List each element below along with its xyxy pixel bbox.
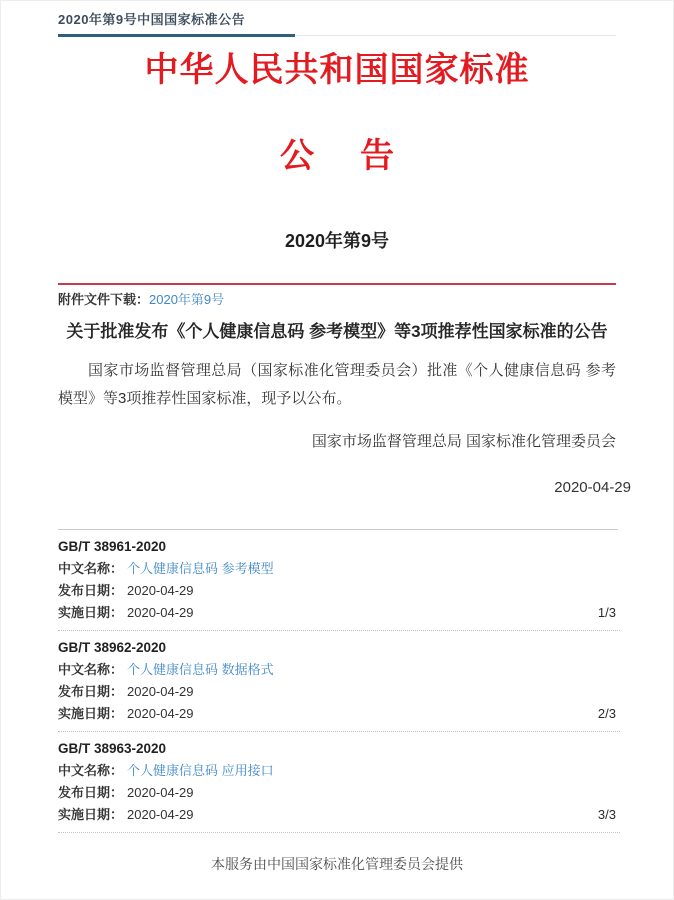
page-header-title: 2020年第9号中国国家标准公告 [58,12,246,27]
publish-date-label: 发布日期： [58,785,124,800]
dotted-divider [58,630,620,631]
page-indicator: 2/3 [597,706,616,721]
masthead-title: 中华人民共和国国家标准 [144,51,530,89]
standard-name-row [58,764,616,778]
standards-list [58,529,616,833]
chinese-name-label: 中文名称： [58,763,124,778]
publish-date-row [58,584,616,598]
chinese-name-label: 中文名称： [58,561,124,576]
dotted-divider [58,832,620,833]
implement-date-row [58,606,616,620]
notice-body: 国家市场监督管理总局（国家标准化管理委员会）批准《个人健康信息码 参考模型》等3项推荐性国家标准，现予以公布。 [58,362,616,407]
standard-code: GB/T 38963-2020 [58,741,167,756]
issuing-authority-signature: 国家市场监督管理总局 国家标准化管理委员会 [311,433,616,450]
standard-name-link[interactable]: 个人健康信息码 应用接口 [127,763,274,778]
page-indicator: 1/3 [597,605,616,620]
publish-date-row [58,685,616,699]
notice-date: 2020-04-29 [554,479,631,496]
masthead-subtitle [58,136,616,176]
publish-date-value: 2020-04-29 [127,583,194,598]
service-provider-footer: 本服务由中国国家标准化管理委员会提供 [211,856,463,872]
attachment-download-link[interactable]: 2020年第9号 [149,292,225,307]
standard-entry [58,641,616,732]
dotted-divider [58,731,620,732]
standard-name-row [58,663,616,677]
standard-name-link[interactable]: 个人健康信息码 数据格式 [127,662,274,677]
implement-date-row [58,707,616,721]
header-divider-light-segment [295,35,616,36]
attachment-download-row [58,291,616,309]
publish-date-value: 2020-04-29 [127,785,194,800]
page-indicator: 3/3 [597,807,616,822]
header-divider-dark-segment [58,34,295,37]
page-header [58,0,616,37]
implement-date-label: 实施日期： [58,605,124,620]
header-divider [58,34,616,37]
list-top-divider [58,529,618,530]
standard-code: GB/T 38962-2020 [58,640,167,655]
implement-date-value: 2020-04-29 [127,706,194,721]
attachment-label: 附件文件下载： [58,292,150,307]
standard-entry [58,540,616,631]
standard-name-link[interactable]: 个人健康信息码 参考模型 [127,561,274,576]
publish-date-row [58,786,616,800]
issue-number: 2020年第9号 [284,231,390,251]
implement-date-row [58,808,616,822]
publish-date-value: 2020-04-29 [127,684,194,699]
implement-date-label: 实施日期： [58,706,124,721]
publish-date-label: 发布日期： [58,583,124,598]
standard-code: GB/T 38961-2020 [58,539,167,554]
masthead-subtitle-char-1: 公 [280,137,314,175]
implement-date-value: 2020-04-29 [127,605,194,620]
implement-date-value: 2020-04-29 [127,807,194,822]
implement-date-label: 实施日期： [58,807,124,822]
standard-name-row [58,562,616,576]
notice-title: 关于批准发布《个人健康信息码 参考模型》等3项推荐性国家标准的公告 [66,322,608,341]
masthead-subtitle-char-2: 告 [360,137,394,175]
red-divider [58,283,616,285]
chinese-name-label: 中文名称： [58,662,124,677]
publish-date-label: 发布日期： [58,684,124,699]
standard-entry [58,742,616,833]
